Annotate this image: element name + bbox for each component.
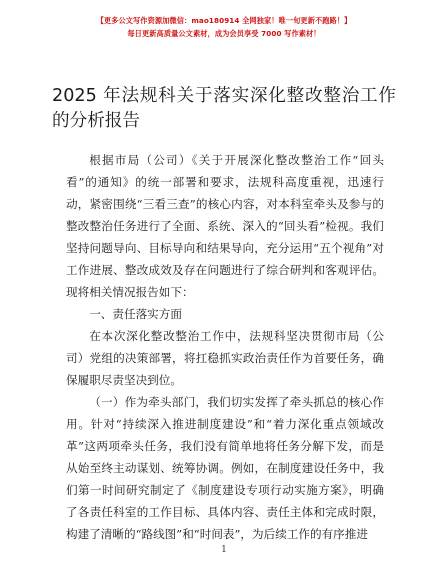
promo-banner-line-2: 每日更新高质量公文素材，成为会员享受 7000 写作素材！ <box>127 29 321 38</box>
intro-paragraph: 根据市局（公司）《关于开展深化整改整治工作“回头看”的通知》的统一部署和要求，法规科高度重视，迅速行动，紧密围绕“三看三查”的核心内容，对本科室牵头及参与的整改整治任务进行了全面、系统、深入的“回头看”检视。我们坚持问题导向、目标导向和结果导向，充分运用“五个视角”对工作进展、整改成效及存在问题进行了综合研判和客观评估。现将相关情况报告如下： <box>66 153 384 299</box>
page-number: 1 <box>221 545 227 555</box>
body-paragraph: 在本次深化整改整治工作中，法规科坚决贯彻市局（公司）党组的决策部署，将扛稳抓实政治责任作为首要任务，确保履职尽责坚决到位。 <box>66 329 384 387</box>
promo-banner-line-1: 【更多公文写作资源加微信：mao180914 全网独家！唯一旬更新不跑路！】 <box>96 16 352 25</box>
document-title: 2025 年法规科关于落实深化整改整治工作的分析报告 <box>52 86 396 131</box>
body-paragraph: （一）作为牵头部门，我们切实发挥了牵头抓总的核心作用。针对“持续深入推进制度建设”和“着力深化重点领域改革”这两项牵头任务，我们没有简单地将任务分解下发，而是从始至终主动谋划、统筹协调。例如，在制度建设任务中，我们第一时间研究制定了《制度建设专项行动实施方案》，明确了各责任科室的工作目标、具体内容、责任主体和完成时限，构建了清晰的“路线图”和“时间表”，为后续工作的有序推进 <box>66 395 384 541</box>
section-heading: 一、责任落实方面 <box>89 307 182 321</box>
document-body <box>66 149 384 545</box>
